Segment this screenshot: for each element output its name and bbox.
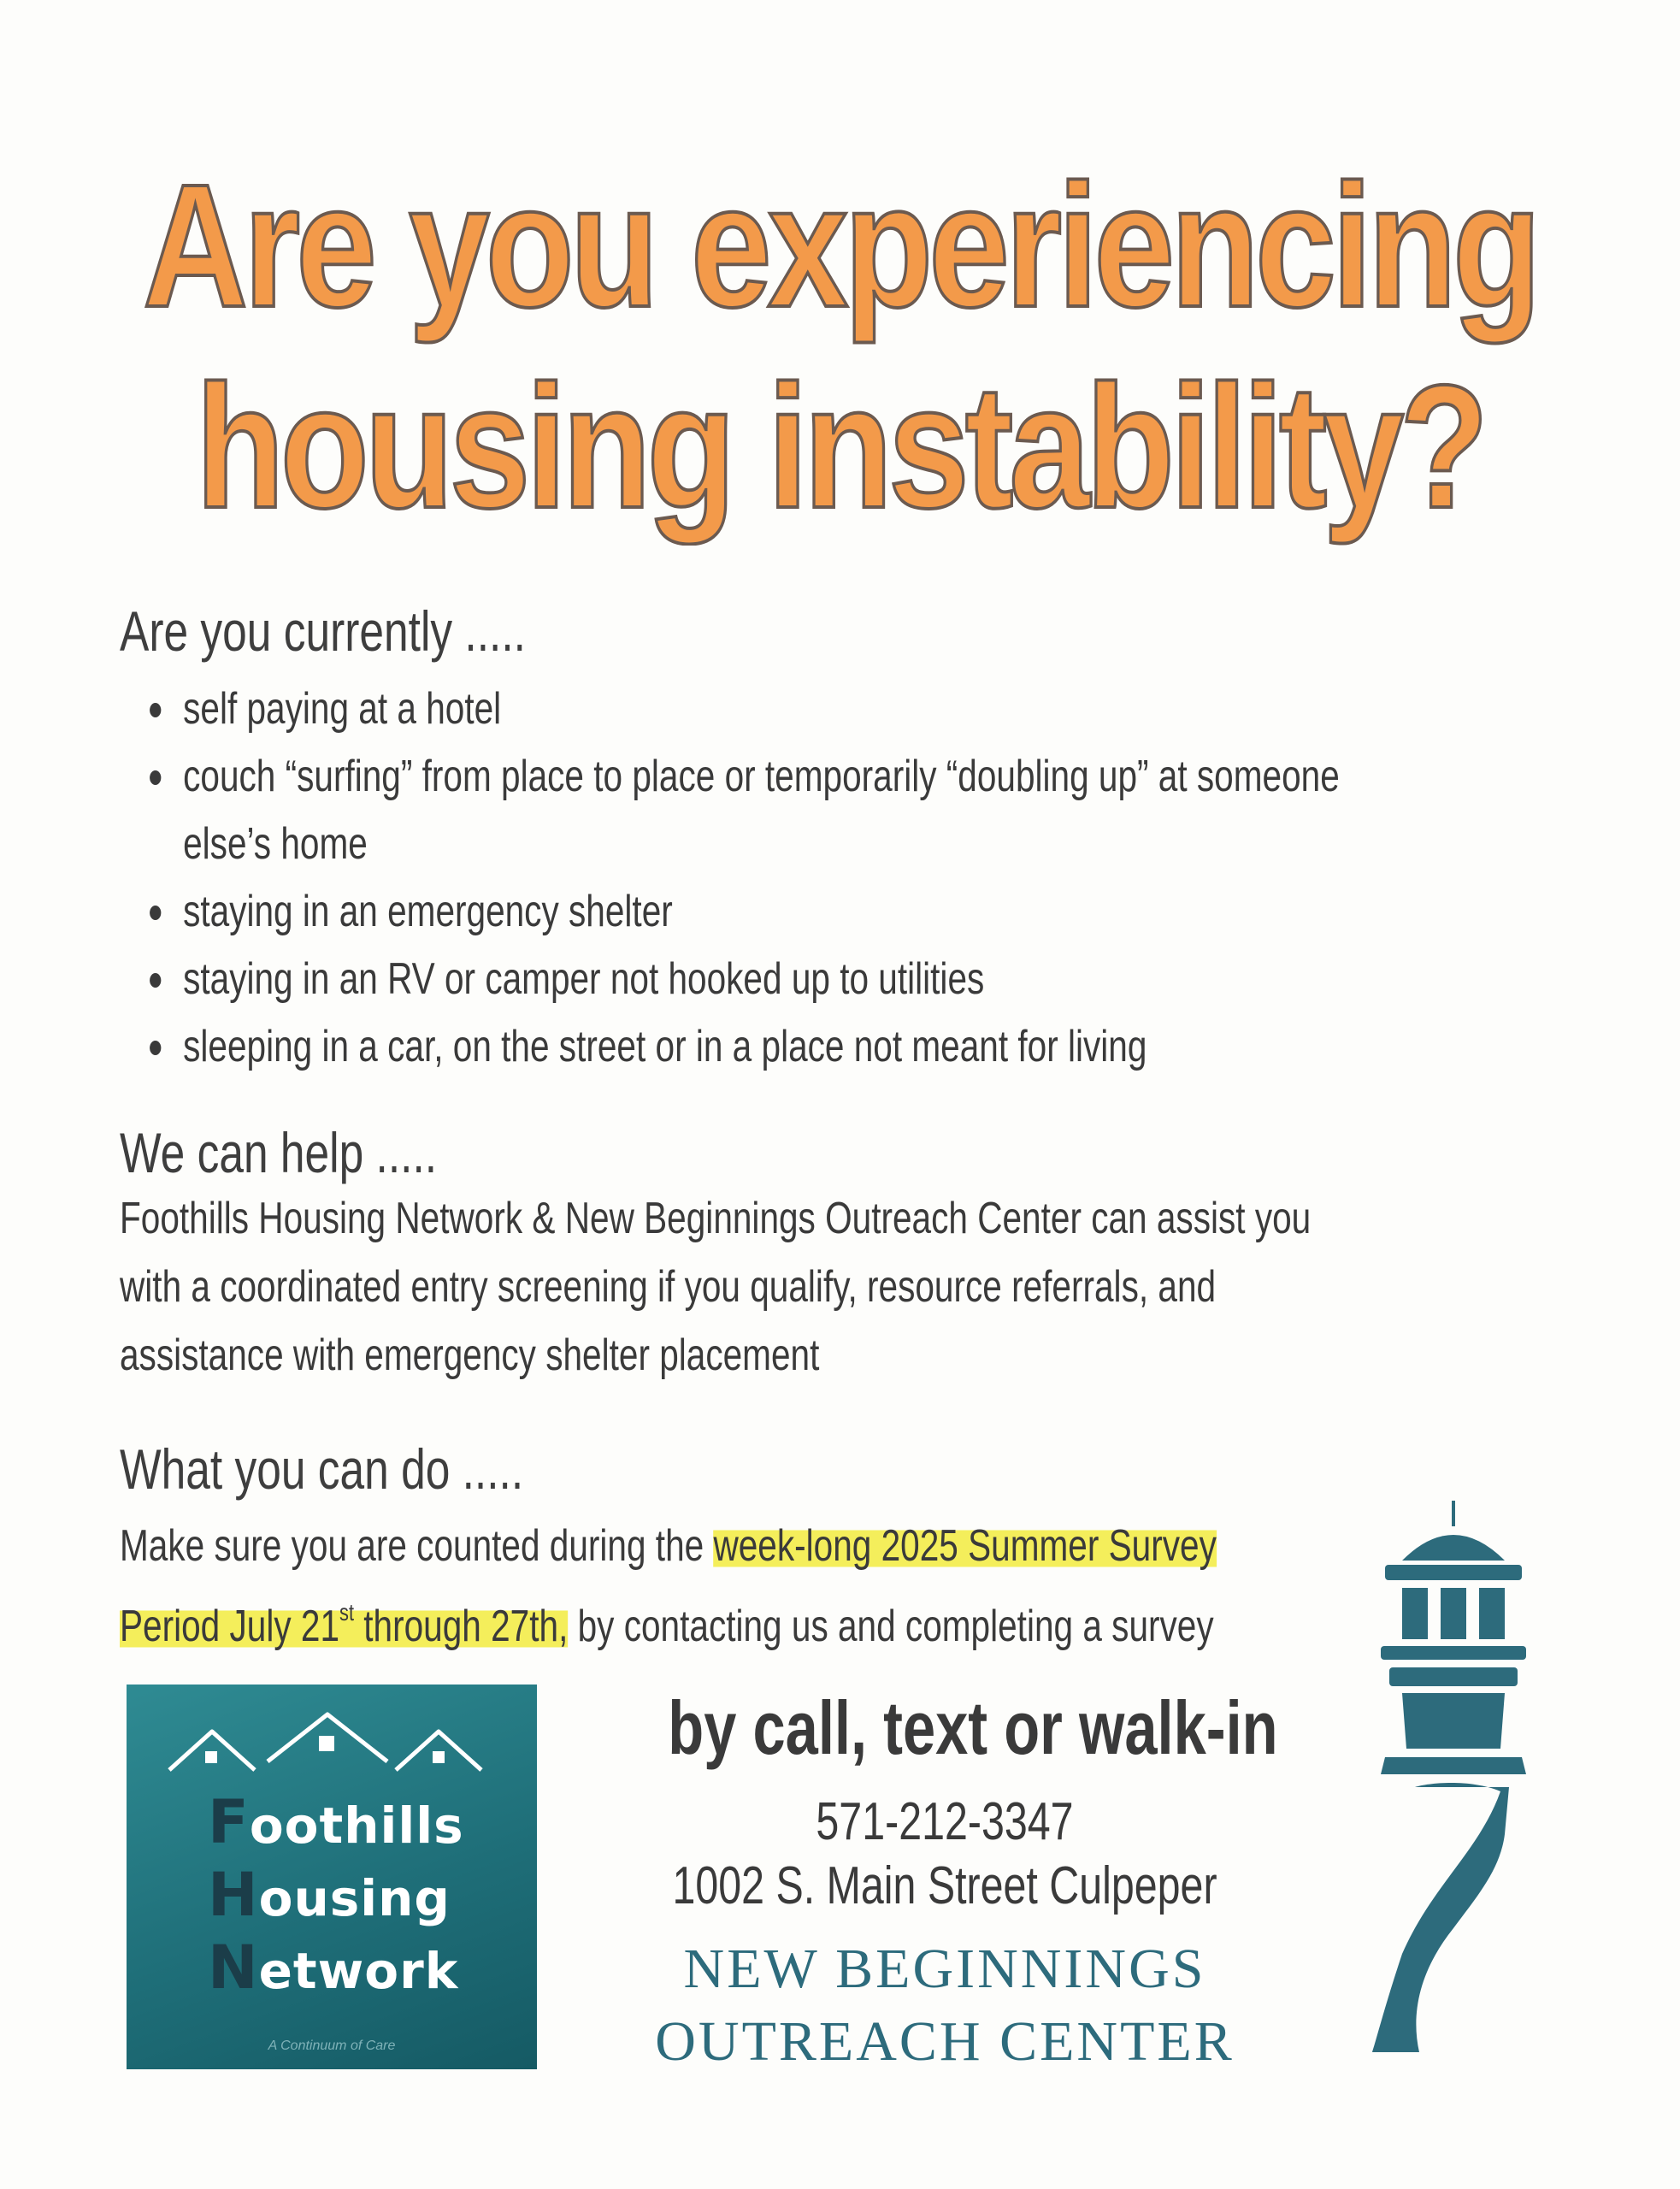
contact-heading: by call, text or walk-in bbox=[668, 1685, 1278, 1770]
list-item: sleeping in a car, on the street or in a place not meant for living bbox=[120, 1013, 1340, 1081]
highlighted-survey-period: week-long 2025 Summer Survey bbox=[713, 1521, 1217, 1571]
street-address: 1002 S. Main Street Culpeper bbox=[672, 1856, 1217, 1915]
list-item: staying in an emergency shelter bbox=[120, 878, 1340, 946]
help-line-1: Foothills Housing Network & New Beginnings Outreach Center can assist you bbox=[120, 1194, 1312, 1243]
phone-number: 571-212-3347 bbox=[816, 1792, 1074, 1851]
fhn-tagline: A Continuum of Care bbox=[268, 2039, 396, 2053]
help-heading: We can help ..... bbox=[120, 1121, 438, 1184]
survey-date-end: through 27th, bbox=[354, 1602, 569, 1651]
list-item: self paying at a hotel bbox=[120, 676, 1340, 743]
headline-line-1: Are you experiencing bbox=[143, 148, 1537, 344]
action-line-2 bbox=[120, 1578, 1214, 1661]
action-heading: What you can do ..... bbox=[120, 1437, 524, 1501]
action-line-1 bbox=[120, 1512, 1217, 1580]
action-text: by contacting us and completing a survey bbox=[568, 1602, 1214, 1651]
help-line-2: with a coordinated entry screening if you qualify, resource referrals, and bbox=[120, 1262, 1217, 1312]
currently-heading: Are you currently ..... bbox=[120, 599, 526, 663]
nbo-logo-line-1: NEW BEGINNINGS bbox=[683, 1938, 1206, 2000]
fhn-word-network: Network bbox=[208, 1932, 459, 2003]
list-item: couch “surfing” from place to place or temporarily “doubling up” at someone bbox=[120, 743, 1340, 811]
fhn-word-housing: Housing bbox=[208, 1860, 451, 1930]
nbo-logo-line-2: OUTREACH CENTER bbox=[655, 2010, 1235, 2073]
headline bbox=[143, 145, 1537, 547]
list-item-continuation: else’s home bbox=[183, 819, 368, 869]
survey-date-start: Period July 21 bbox=[120, 1602, 340, 1651]
help-line-3: assistance with emergency shelter placement bbox=[120, 1331, 820, 1380]
date-ordinal: st bbox=[339, 1599, 355, 1626]
list-item: staying in an RV or camper not hooked up to utilities bbox=[120, 946, 1340, 1013]
situation-list bbox=[120, 676, 1340, 1081]
highlighted-survey-dates bbox=[120, 1599, 569, 1651]
headline-line-2: housing instability? bbox=[195, 349, 1485, 545]
fhn-word-foothills: Foothills bbox=[208, 1787, 464, 1857]
lighthouse-icon bbox=[1351, 1492, 1556, 2056]
house-roofs-icon bbox=[161, 1710, 503, 1787]
fhn-logo bbox=[127, 1685, 537, 2069]
action-text: Make sure you are counted during the bbox=[120, 1521, 714, 1571]
